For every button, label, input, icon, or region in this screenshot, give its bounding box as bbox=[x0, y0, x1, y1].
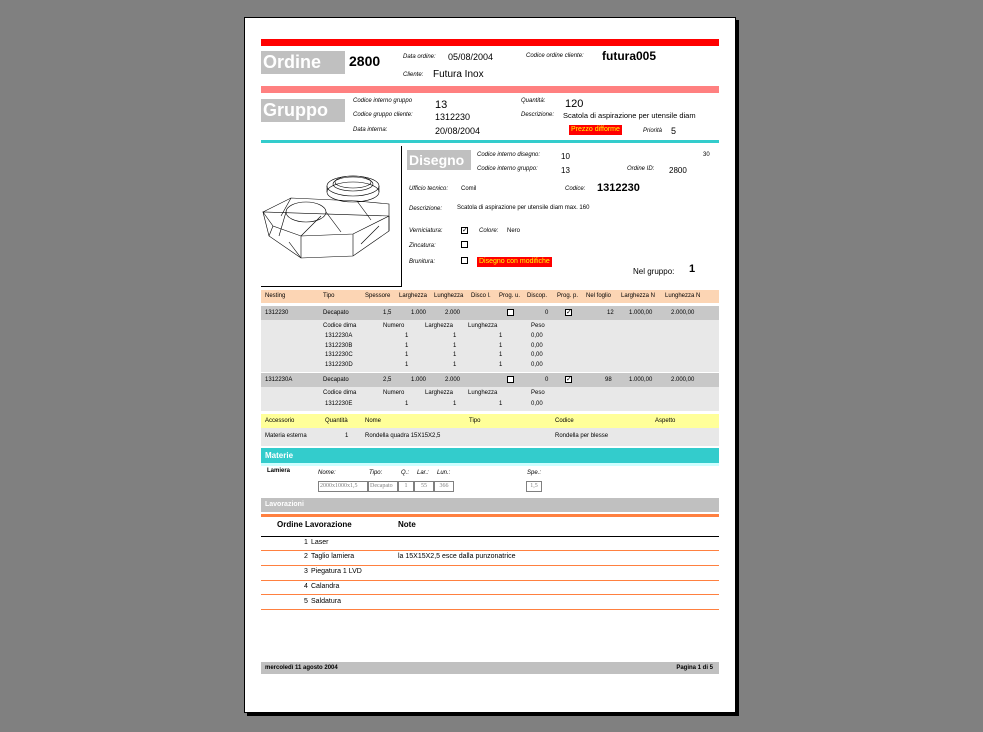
materie-lar-label: Lar.: bbox=[417, 470, 429, 476]
dima-lunghezza: 1 bbox=[499, 362, 503, 368]
dima-numero: 1 bbox=[405, 362, 409, 368]
materie-nome-label: Nome: bbox=[318, 470, 336, 476]
nesting-header-cell: Spessore bbox=[365, 293, 391, 299]
nesting-header-cell: Larghezza bbox=[399, 293, 428, 299]
codice-gruppo-cliente-label: Codice gruppo cliente: bbox=[353, 112, 413, 118]
dime-header-cell: Codice dima bbox=[323, 390, 357, 396]
lavorazioni-title: Lavorazioni bbox=[265, 501, 304, 508]
materie-tipo-value: Decapato bbox=[368, 481, 398, 492]
ordine-title: Ordine bbox=[261, 51, 345, 74]
prog-u-checkbox[interactable] bbox=[507, 376, 514, 383]
accessori-header-cell: Aspetto bbox=[655, 418, 676, 424]
dima-peso: 0,00 bbox=[531, 343, 543, 349]
dime-header-cell: Lunghezza bbox=[468, 390, 498, 396]
codice-ordine-value: futura005 bbox=[602, 49, 657, 63]
dima-numero: 1 bbox=[405, 343, 409, 349]
materie-nome-value: 2000x1000x1,5 bbox=[318, 481, 368, 492]
nesting-lunghezza: 2.000 bbox=[445, 377, 461, 383]
nesting-header-cell: Nesting bbox=[265, 293, 286, 299]
accessori-header-cell: Codice bbox=[555, 418, 574, 424]
lavorazione-number: 5 bbox=[304, 598, 308, 605]
descrizione-gruppo-label: Descrizione: bbox=[521, 112, 555, 118]
dima-peso: 0,00 bbox=[531, 333, 543, 339]
dime-header-cell: Larghezza bbox=[425, 323, 454, 329]
nesting-larghezza: 1.000 bbox=[411, 377, 427, 383]
data-interna-label: Data interna: bbox=[353, 127, 388, 133]
materie-tipo-label: Tipo: bbox=[369, 470, 383, 476]
nesting-lunghezza: 2.000 bbox=[445, 310, 461, 316]
colore-value: Nero bbox=[507, 228, 521, 234]
nesting-discop: 0 bbox=[545, 377, 549, 383]
dima-peso: 0,00 bbox=[531, 352, 543, 358]
nesting-lunghezza-n: 2.000,00 bbox=[671, 310, 695, 316]
quantita-label: Quantità: bbox=[521, 98, 546, 104]
disegno-count: 30 bbox=[703, 152, 710, 158]
ufficio-tecnico-label: Ufficio tecnico: bbox=[409, 186, 449, 192]
ordine-red-bar bbox=[261, 39, 719, 46]
nesting-discop: 0 bbox=[545, 310, 549, 316]
nesting-row bbox=[261, 306, 719, 320]
nesting-header-cell: Prog. u. bbox=[499, 293, 521, 299]
nesting-header-cell: Prog. p. bbox=[557, 293, 579, 299]
codice-disegno-value: 1312230 bbox=[597, 182, 640, 194]
disegno-modifiche-badge: Disegno con modifiche bbox=[479, 258, 550, 265]
descrizione-disegno-value: Scatola di aspirazione per utensile diam max. 160 bbox=[457, 205, 590, 211]
data-ordine-value: 05/08/2004 bbox=[448, 52, 494, 62]
nesting-row bbox=[261, 373, 719, 387]
nel-gruppo-value: 1 bbox=[689, 263, 696, 275]
dima-codice: 1312230E bbox=[325, 401, 353, 407]
lavorazione-row-divider bbox=[261, 594, 719, 595]
dima-peso: 0,00 bbox=[531, 401, 543, 407]
lavorazione-row-divider bbox=[261, 565, 719, 566]
accessori-header-cell: Accessorio bbox=[265, 418, 295, 424]
materie-lun-value: 366 bbox=[434, 481, 454, 492]
dima-codice: 1312230C bbox=[325, 352, 353, 358]
lavorazioni-orange-bar bbox=[261, 514, 719, 517]
prog-p-checkbox[interactable]: ✓ bbox=[566, 376, 572, 383]
materie-header bbox=[261, 448, 719, 463]
dima-larghezza: 1 bbox=[453, 401, 457, 407]
descrizione-disegno-label: Descrizione: bbox=[409, 206, 443, 212]
lavorazione-number: 2 bbox=[304, 553, 308, 560]
materie-lar-value: 55 bbox=[414, 481, 434, 492]
codice-disegno-label: Codice: bbox=[565, 186, 586, 192]
col-ordine-lavorazione: Ordine Lavorazione bbox=[277, 520, 352, 529]
materie-q-label: Q.: bbox=[401, 470, 410, 476]
dima-lunghezza: 1 bbox=[499, 401, 503, 407]
lavorazione-number: 3 bbox=[304, 568, 308, 575]
materie-title: Materie bbox=[265, 451, 294, 460]
dima-larghezza: 1 bbox=[453, 362, 457, 368]
ordine-pink-bar bbox=[261, 86, 719, 93]
dime-header-cell: Numero bbox=[383, 323, 405, 329]
dima-codice: 1312230B bbox=[325, 343, 353, 349]
report-page bbox=[244, 17, 736, 713]
dima-codice: 1312230A bbox=[325, 333, 353, 339]
dima-lunghezza: 1 bbox=[499, 343, 503, 349]
brunitura-label: Brunitura: bbox=[409, 259, 436, 265]
prog-u-checkbox[interactable] bbox=[507, 309, 514, 316]
nesting-tipo: Decapato bbox=[323, 377, 349, 383]
dime-header-cell: Peso bbox=[531, 323, 545, 329]
col-note: Note bbox=[398, 520, 416, 529]
nesting-header-cell: Tipo bbox=[323, 293, 335, 299]
nesting-nel-foglio: 98 bbox=[605, 377, 612, 383]
nesting-header-cell: Disco l. bbox=[471, 293, 491, 299]
codice-interno-gruppo-disegno-label: Codice interno gruppo: bbox=[477, 166, 538, 172]
dima-larghezza: 1 bbox=[453, 333, 457, 339]
dima-numero: 1 bbox=[405, 333, 409, 339]
codice-interno-disegno-label: Codice interno disegno: bbox=[477, 152, 541, 158]
ufficio-tecnico-value: Comil bbox=[461, 186, 477, 192]
gruppo-teal-bar bbox=[261, 140, 719, 143]
disegno-title: Disegno bbox=[407, 150, 471, 170]
materie-lun-label: Lun.: bbox=[437, 470, 451, 476]
dime-block bbox=[261, 320, 719, 372]
nesting-nel-foglio: 12 bbox=[607, 310, 614, 316]
dime-header-cell: Lunghezza bbox=[468, 323, 498, 329]
verniciatura-label: Verniciatura: bbox=[409, 228, 443, 234]
codice-gruppo-cliente-value: 1312230 bbox=[435, 112, 471, 122]
nesting-header-cell: Discop. bbox=[527, 293, 548, 299]
nesting-code: 1312230 bbox=[265, 310, 289, 316]
footer-date: mercoledì 11 agosto 2004 bbox=[265, 665, 338, 671]
accessorio-quantita: 1 bbox=[345, 433, 349, 439]
quantita-value: 120 bbox=[565, 98, 584, 110]
priorita-label: Priorità bbox=[643, 128, 663, 134]
dima-larghezza: 1 bbox=[453, 352, 457, 358]
priorita-value: 5 bbox=[671, 126, 677, 136]
ordine-id-label: Ordine ID: bbox=[627, 166, 655, 172]
accessori-header-row bbox=[261, 414, 719, 428]
gruppo-title: Gruppo bbox=[261, 99, 345, 122]
verniciatura-checkbox[interactable]: ✓ bbox=[462, 227, 468, 234]
materie-spe-label: Spe.: bbox=[527, 470, 542, 476]
accessori-header-cell: Nome bbox=[365, 418, 382, 424]
data-ordine-label: Data ordine: bbox=[403, 54, 436, 60]
dima-larghezza: 1 bbox=[453, 343, 457, 349]
codice-interno-disegno-value: 10 bbox=[561, 152, 570, 161]
nesting-tipo: Decapato bbox=[323, 310, 349, 316]
accessori-header-cell: Quantità bbox=[325, 418, 348, 424]
accessorio-codice: Rondella per blesse bbox=[555, 433, 609, 439]
lavorazione-row-divider bbox=[261, 609, 719, 610]
codice-interno-gruppo-disegno-value: 13 bbox=[561, 166, 570, 175]
dime-header-cell: Peso bbox=[531, 390, 545, 396]
lavorazione-number: 1 bbox=[304, 539, 308, 546]
dima-numero: 1 bbox=[405, 352, 409, 358]
nesting-header-row bbox=[261, 290, 719, 303]
prezzo-difforme-badge: Prezzo difforme bbox=[571, 126, 620, 133]
nesting-header-cell: Larghezza N bbox=[621, 293, 656, 299]
accessorio-nome: Rondella quadra 15X15X2,5 bbox=[365, 433, 441, 439]
nesting-header-cell: Nel foglio bbox=[586, 293, 612, 299]
ordine-id-value: 2800 bbox=[669, 166, 687, 175]
descrizione-gruppo-value: Scatola di aspirazione per utensile diam bbox=[563, 111, 696, 120]
lavorazione-name: Taglio lamiera bbox=[311, 553, 355, 560]
disegno-drawing-frame bbox=[261, 146, 402, 287]
lavorazione-name: Calandra bbox=[311, 583, 340, 590]
dime-header-cell: Numero bbox=[383, 390, 405, 396]
nesting-code: 1312230A bbox=[265, 377, 293, 383]
lavorazione-name: Laser bbox=[311, 539, 329, 546]
lavorazione-name: Piegatura 1 LVD bbox=[311, 568, 362, 575]
lamiera-label: Lamiera bbox=[267, 468, 291, 474]
brunitura-checkbox[interactable] bbox=[461, 257, 468, 264]
lavorazioni-header bbox=[261, 498, 719, 512]
dima-codice: 1312230D bbox=[325, 362, 353, 368]
part-drawing-image bbox=[261, 146, 402, 287]
materie-sub-bar bbox=[261, 463, 719, 466]
dima-lunghezza: 1 bbox=[499, 352, 503, 358]
nesting-lunghezza-n: 2.000,00 bbox=[671, 377, 695, 383]
lavorazione-name: Saldatura bbox=[311, 598, 341, 605]
data-interna-value: 20/08/2004 bbox=[435, 126, 481, 136]
nesting-spessore: 1,5 bbox=[383, 310, 392, 316]
accessori-row bbox=[261, 428, 719, 446]
lavorazione-number: 4 bbox=[304, 583, 308, 590]
nesting-spessore: 2,5 bbox=[383, 377, 392, 383]
accessorio-value: Materia esterna bbox=[265, 433, 307, 439]
lavorazione-note: la 15X15X2,5 esce dalla punzonatrice bbox=[398, 553, 516, 560]
nesting-header-cell: Lunghezza N bbox=[665, 293, 701, 299]
materie-q-value: 1 bbox=[398, 481, 414, 492]
codice-ordine-label: Codice ordine cliente: bbox=[526, 53, 584, 59]
zincatura-checkbox[interactable] bbox=[461, 241, 468, 248]
materie-spe-value: 1,5 bbox=[526, 481, 542, 492]
nesting-larghezza: 1.000 bbox=[411, 310, 427, 316]
accessori-header-cell: Tipo bbox=[469, 418, 481, 424]
nesting-larghezza-n: 1.000,00 bbox=[629, 377, 653, 383]
lavorazione-row-divider bbox=[261, 580, 719, 581]
cliente-value: Futura Inox bbox=[433, 69, 484, 80]
page-footer bbox=[261, 662, 719, 674]
dima-lunghezza: 1 bbox=[499, 333, 503, 339]
prog-p-checkbox[interactable]: ✓ bbox=[566, 309, 572, 316]
footer-page-number: Pagina 1 di 5 bbox=[676, 665, 713, 671]
ordine-number: 2800 bbox=[349, 53, 381, 69]
lavorazioni-header-line bbox=[261, 536, 719, 537]
dima-numero: 1 bbox=[405, 401, 409, 407]
dima-peso: 0,00 bbox=[531, 362, 543, 368]
dime-header-cell: Larghezza bbox=[425, 390, 454, 396]
nesting-header-cell: Lunghezza bbox=[434, 293, 464, 299]
colore-label: Colore: bbox=[479, 228, 499, 234]
dime-header-cell: Codice dima bbox=[323, 323, 357, 329]
lavorazione-row-divider bbox=[261, 550, 719, 551]
dime-block bbox=[261, 387, 719, 411]
zincatura-label: Zincatura: bbox=[409, 243, 436, 249]
nel-gruppo-label: Nel gruppo: bbox=[633, 267, 675, 276]
codice-interno-gruppo-value: 13 bbox=[435, 99, 448, 111]
nesting-larghezza-n: 1.000,00 bbox=[629, 310, 653, 316]
codice-interno-gruppo-label: Codice interno gruppo bbox=[353, 98, 413, 104]
cliente-label: Cliente: bbox=[403, 72, 424, 78]
